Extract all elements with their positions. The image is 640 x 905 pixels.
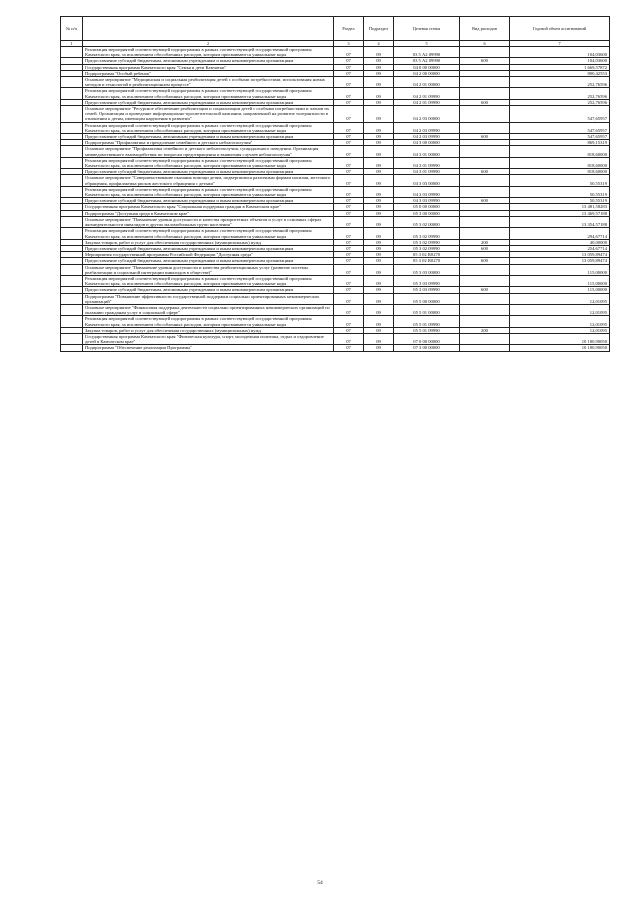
row-amount-cell: 13 059,89474	[510, 258, 610, 264]
row-target-cell: 04 2 03 00000	[394, 106, 460, 123]
row-amount-cell: 104,03600	[510, 47, 610, 58]
row-section-cell: 07	[334, 293, 364, 304]
row-amount-cell: 13 354,57188	[510, 216, 610, 227]
row-amount-cell: 547,65957	[510, 134, 610, 140]
row-amount-cell: 50,55319	[510, 198, 610, 204]
row-section-cell: 07	[334, 258, 364, 264]
row-target-cell: 04 3 03 09990	[394, 186, 460, 197]
row-section-cell: 07	[334, 77, 364, 88]
row-amount-cell: 10 180,90050	[510, 333, 610, 344]
row-name-cell: Реализация мероприятий соответствующей подпрограммы в рамках соответствующей государственной программы Камчатского края, за исключением обособленных расходов, которым присваиваются уникальные коды	[83, 275, 334, 286]
row-amount-cell: 50,55319	[510, 175, 610, 186]
row-section-cell: 07	[334, 228, 364, 239]
row-amount-cell: 1 669,57872	[510, 64, 610, 70]
row-amount-cell: 10 180,90050	[510, 345, 610, 351]
row-section-cell: 07	[334, 88, 364, 99]
row-name-cell: Государственная программа Камчатского края "Физическая культура, спорт, молодежная политика, отдых и оздоровление детей в Камчатском крае"	[83, 333, 334, 344]
table-row	[61, 88, 610, 99]
row-section-cell: 07	[334, 316, 364, 327]
row-section-cell: 07	[334, 264, 364, 275]
row-target-cell: 05 3 02 00000	[394, 216, 460, 227]
row-name-cell: Предоставление субсидий бюджетным, автономным учреждениям и иным некоммерческим организациям	[83, 99, 334, 105]
row-subsection-cell: 09	[364, 157, 394, 168]
row-subsection-cell: 09	[364, 134, 394, 140]
table-row	[61, 275, 610, 286]
row-exptype-cell	[460, 264, 510, 275]
row-exptype-cell	[460, 157, 510, 168]
col-number: 7	[510, 41, 610, 47]
row-name-cell: Подпрограмма "Особый ребенок"	[83, 70, 334, 76]
row-exptype-cell	[460, 88, 510, 99]
col-number: 6	[460, 41, 510, 47]
row-name-cell: Основное мероприятие "Повышение уровня доступности и качества приоритетных объектов и услуг в основных сферах жизнедеятельности инвалидов и других маломобильных групп населения"	[83, 216, 334, 227]
row-num-cell	[61, 106, 83, 123]
row-target-cell: 04 2 03 09990	[394, 122, 460, 133]
row-subsection-cell: 09	[364, 64, 394, 70]
col-header-section: Раздел	[334, 17, 364, 41]
row-section-cell: 07	[334, 169, 364, 175]
row-amount-cell: 252,76596	[510, 88, 610, 99]
row-section-cell: 07	[334, 204, 364, 210]
row-subsection-cell: 09	[364, 106, 394, 123]
row-subsection-cell: 09	[364, 186, 394, 197]
row-section-cell: 07	[334, 99, 364, 105]
col-header-name	[83, 17, 334, 41]
row-target-cell: 04 3 01 09990	[394, 169, 460, 175]
table-row	[61, 316, 610, 327]
row-amount-cell: 818,60000	[510, 169, 610, 175]
row-subsection-cell: 09	[364, 304, 394, 315]
row-name-cell: Основное мероприятие "Совершенствование оказания помощи детям, подвергшимся различным формам насилия, жестокого обращения, профилактика рисков жестокого обращения с детьми"	[83, 175, 334, 186]
row-target-cell: 07 0 00 00000	[394, 333, 460, 344]
row-amount-cell: 869,15319	[510, 140, 610, 146]
row-subsection-cell: 09	[364, 345, 394, 351]
row-subsection-cell: 09	[364, 140, 394, 146]
row-name-cell: Реализация мероприятий соответствующей подпрограммы в рамках соответствующей государственной программы Камчатского края, за исключением обособленных расходов, которым присваиваются уникальные коды	[83, 122, 334, 133]
row-section-cell: 07	[334, 58, 364, 64]
row-section-cell: 07	[334, 186, 364, 197]
row-amount-cell: 252,76596	[510, 99, 610, 105]
row-section-cell: 07	[334, 252, 364, 258]
row-amount-cell: 818,60000	[510, 157, 610, 168]
row-exptype-cell	[460, 316, 510, 327]
row-subsection-cell: 09	[364, 169, 394, 175]
row-exptype-cell	[460, 333, 510, 344]
row-name-cell: Мероприятия государственной программы Российской Федерации "Доступная среда"	[83, 252, 334, 258]
header-row	[61, 17, 610, 41]
row-amount-cell: 818,60000	[510, 146, 610, 157]
row-target-cell: 04 3 03 00000	[394, 175, 460, 186]
row-num-cell	[61, 175, 83, 186]
row-section-cell: 07	[334, 146, 364, 157]
row-num-cell	[61, 77, 83, 88]
row-num-cell	[61, 304, 83, 315]
row-target-cell: 05 0 00 00000	[394, 204, 460, 210]
row-amount-cell: 294,67714	[510, 228, 610, 239]
row-section-cell: 07	[334, 345, 364, 351]
row-amount-cell: 13 481,58283	[510, 204, 610, 210]
row-subsection-cell: 09	[364, 88, 394, 99]
row-amount-cell: 115,00000	[510, 275, 610, 286]
row-name-cell: Реализация мероприятий соответствующей подпрограммы в рамках соответствующей государственной программы Камчатского края, за исключением обособленных расходов, которым присваиваются уникальные коды	[83, 157, 334, 168]
row-exptype-cell	[460, 47, 510, 58]
row-name-cell: Подпрограмма "Повышение эффективности государственной поддержки социально ориентированных некоммерческих организаций"	[83, 293, 334, 304]
row-subsection-cell: 09	[364, 316, 394, 327]
row-name-cell: Предоставление субсидий бюджетным, автономным учреждениям и иным некоммерческим организациям	[83, 134, 334, 140]
row-exptype-cell	[460, 146, 510, 157]
row-exptype-cell: 600	[460, 258, 510, 264]
row-target-cell: 03 5 А2 09990	[394, 58, 460, 64]
row-target-cell: 04 0 00 00000	[394, 64, 460, 70]
table-row	[61, 146, 610, 157]
row-name-cell: Закупка товаров, работ и услуг для обеспечения государственных (муниципальных) нужд	[83, 239, 334, 245]
row-exptype-cell	[460, 106, 510, 123]
row-subsection-cell: 09	[364, 333, 394, 344]
row-exptype-cell	[460, 122, 510, 133]
row-num-cell	[61, 122, 83, 133]
row-exptype-cell	[460, 275, 510, 286]
table-row	[61, 175, 610, 186]
row-amount-cell: 115,00000	[510, 264, 610, 275]
row-amount-cell: 115,00000	[510, 287, 610, 293]
row-target-cell: 05 3 03 09990	[394, 275, 460, 286]
table-row	[61, 106, 610, 123]
row-num-cell	[61, 316, 83, 327]
row-target-cell: 04 3 03 09990	[394, 198, 460, 204]
row-name-cell: Основное мероприятие "Профилактика семейного и детского неблагополучия, суицидального поведения. Организация межведомственного взаимодействия по вопросам предотвращения и выявления случаев неблагополучия"	[83, 146, 334, 157]
row-target-cell: 04 2 03 09990	[394, 134, 460, 140]
row-num-cell	[61, 345, 83, 351]
col-number: 1	[61, 41, 83, 47]
row-name-cell: Государственная программа Камчатского края "Семья и дети Камчатки"	[83, 64, 334, 70]
row-exptype-cell: 600	[460, 287, 510, 293]
row-subsection-cell: 09	[364, 245, 394, 251]
row-subsection-cell: 09	[364, 239, 394, 245]
row-subsection-cell: 09	[364, 287, 394, 293]
row-amount-cell: 50,55319	[510, 186, 610, 197]
row-exptype-cell	[460, 77, 510, 88]
row-target-cell: 04 3 00 00000	[394, 140, 460, 146]
row-target-cell: 03 5 А2 09990	[394, 47, 460, 58]
row-subsection-cell: 09	[364, 204, 394, 210]
row-subsection-cell: 09	[364, 70, 394, 76]
row-section-cell: 07	[334, 106, 364, 123]
row-subsection-cell: 09	[364, 99, 394, 105]
row-exptype-cell: 600	[460, 99, 510, 105]
row-name-cell: Подпрограмма "Профилактика и преодоление семейного и детского неблагополучия"	[83, 140, 334, 146]
table-row	[61, 264, 610, 275]
table-row	[61, 47, 610, 58]
row-subsection-cell: 09	[364, 264, 394, 275]
row-section-cell: 07	[334, 122, 364, 133]
row-amount-cell: 40,00000	[510, 239, 610, 245]
row-exptype-cell: 600	[460, 198, 510, 204]
row-amount-cell: 13 059,89474	[510, 252, 610, 258]
row-name-cell: Реализация мероприятий соответствующей подпрограммы в рамках соответствующей государственной программы Камчатского края, за исключением обособленных расходов, которым присваиваются уникальные коды	[83, 228, 334, 239]
row-target-cell: 05 3 02 09990	[394, 228, 460, 239]
col-header-subsection: Подраздел	[364, 17, 394, 41]
row-name-cell: Основное мероприятие "Повышение уровня доступности и качества реабилитационных услуг (развитие системы реабилитации и социальной интеграции инвалидов в обществе)"	[83, 264, 334, 275]
row-exptype-cell	[460, 186, 510, 197]
row-section-cell: 07	[334, 134, 364, 140]
row-subsection-cell: 09	[364, 175, 394, 186]
row-target-cell: 05 3 03 09990	[394, 287, 460, 293]
row-name-cell: Предоставление субсидий бюджетным, автономным учреждениям и иным некоммерческим организациям	[83, 198, 334, 204]
table-row	[61, 122, 610, 133]
row-num-cell	[61, 216, 83, 227]
row-name-cell: Предоставление субсидий бюджетным, автономным учреждениям и иным некоммерческим организациям	[83, 169, 334, 175]
row-subsection-cell: 09	[364, 198, 394, 204]
col-header-amount: Годовой объем ассигнований	[510, 17, 610, 41]
row-exptype-cell: 200	[460, 327, 510, 333]
row-subsection-cell: 09	[364, 146, 394, 157]
col-number: 3	[334, 41, 364, 47]
row-exptype-cell	[460, 345, 510, 351]
row-section-cell: 07	[334, 327, 364, 333]
row-name-cell: Подпрограмма "Доступная среда в Камчатском крае"	[83, 210, 334, 216]
table-body	[61, 47, 610, 352]
row-exptype-cell	[460, 175, 510, 186]
table-row	[61, 304, 610, 315]
row-exptype-cell	[460, 304, 510, 315]
row-num-cell	[61, 228, 83, 239]
row-num-cell	[61, 47, 83, 58]
table-row	[61, 77, 610, 88]
row-section-cell: 07	[334, 333, 364, 344]
row-name-cell: Основное мероприятие "Финансовая поддержка деятельности социально ориентированных некоммерческих организаций по оказанию гражданам услуг в социальной сфере"	[83, 304, 334, 315]
row-amount-cell: 547,65957	[510, 106, 610, 123]
table-row	[61, 186, 610, 197]
row-target-cell: 04 2 01 00000	[394, 77, 460, 88]
page-number: 54	[317, 880, 323, 886]
row-num-cell	[61, 146, 83, 157]
row-target-cell: 05 5 01 09990	[394, 327, 460, 333]
table-row	[61, 345, 610, 351]
col-number: 4	[364, 41, 394, 47]
row-exptype-cell	[460, 293, 510, 304]
row-target-cell: 04 2 01 09990	[394, 99, 460, 105]
row-section-cell: 07	[334, 216, 364, 227]
row-target-cell: 04 2 00 00000	[394, 70, 460, 76]
row-section-cell: 07	[334, 275, 364, 286]
row-section-cell: 07	[334, 47, 364, 58]
row-amount-cell: 12,01095	[510, 316, 610, 327]
row-num-cell	[61, 88, 83, 99]
table-row	[61, 216, 610, 227]
col-number: 5	[394, 41, 460, 47]
row-target-cell: 04 3 01 09990	[394, 157, 460, 168]
row-exptype-cell: 600	[460, 245, 510, 251]
row-name-cell: Закупка товаров, работ и услуг для обеспечения государственных (муниципальных) нужд	[83, 327, 334, 333]
row-section-cell: 07	[334, 210, 364, 216]
row-subsection-cell: 09	[364, 122, 394, 133]
row-section-cell: 07	[334, 245, 364, 251]
row-section-cell: 07	[334, 70, 364, 76]
row-name-cell: Подпрограмма "Обеспечение реализации Программы"	[83, 345, 334, 351]
col-header-exptype: Вид расходов	[460, 17, 510, 41]
table-row	[61, 333, 610, 344]
row-subsection-cell: 09	[364, 58, 394, 64]
row-exptype-cell: 600	[460, 58, 510, 64]
col-header-num: № п/п	[61, 17, 83, 41]
row-name-cell: Реализация мероприятий соответствующей подпрограммы в рамках соответствующей государственной программы Камчатского края, за исключением обособленных расходов, которым присваиваются уникальные коды	[83, 47, 334, 58]
row-section-cell: 07	[334, 287, 364, 293]
row-amount-cell: 12,01095	[510, 293, 610, 304]
row-num-cell	[61, 264, 83, 275]
row-subsection-cell: 09	[364, 216, 394, 227]
row-target-cell: 05 5 01 09990	[394, 316, 460, 327]
col-number: 2	[83, 41, 334, 47]
col-header-target: Целевая статья	[394, 17, 460, 41]
row-target-cell: 07 3 00 00000	[394, 345, 460, 351]
row-target-cell: 05 3 02 09990	[394, 245, 460, 251]
row-num-cell	[61, 186, 83, 197]
row-name-cell: Государственная программа Камчатского края "Социальная поддержка граждан в Камчатском крае"	[83, 204, 334, 210]
row-section-cell: 07	[334, 239, 364, 245]
row-name-cell: Предоставление субсидий бюджетным, автономным учреждениям и иным некоммерческим организациям	[83, 245, 334, 251]
row-num-cell	[61, 157, 83, 168]
table-row	[61, 293, 610, 304]
row-target-cell: 05 3 02 R0270	[394, 252, 460, 258]
row-exptype-cell	[460, 228, 510, 239]
row-subsection-cell: 09	[364, 327, 394, 333]
row-name-cell: Предоставление субсидий бюджетным, автономным учреждениям и иным некоммерческим организациям	[83, 287, 334, 293]
row-subsection-cell: 09	[364, 228, 394, 239]
row-target-cell: 05 3 03 00000	[394, 264, 460, 275]
row-target-cell: 05 3 00 00000	[394, 210, 460, 216]
row-section-cell: 07	[334, 64, 364, 70]
row-amount-cell: 104,03600	[510, 58, 610, 64]
row-section-cell: 07	[334, 304, 364, 315]
row-section-cell: 07	[334, 198, 364, 204]
table-row	[61, 157, 610, 168]
row-target-cell: 05 3 02 09990	[394, 239, 460, 245]
row-section-cell: 07	[334, 157, 364, 168]
row-exptype-cell	[460, 216, 510, 227]
row-target-cell: 04 3 01 00000	[394, 146, 460, 157]
row-target-cell: 05 5 00 00000	[394, 293, 460, 304]
row-section-cell: 07	[334, 140, 364, 146]
row-name-cell: Реализация мероприятий соответствующей подпрограммы в рамках соответствующей государственной программы Камчатского края, за исключением обособленных расходов, которым присваиваются уникальные коды	[83, 186, 334, 197]
row-name-cell: Реализация мероприятий соответствующей подпрограммы в рамках соответствующей государственной программы Камчатского края, за исключением обособленных расходов, которым присваиваются уникальные коды	[83, 316, 334, 327]
row-subsection-cell: 09	[364, 293, 394, 304]
row-target-cell: 05 5 01 00000	[394, 304, 460, 315]
row-name-cell: Предоставление субсидий бюджетным, автономным учреждениям и иным некоммерческим организациям	[83, 258, 334, 264]
row-amount-cell: 800,42553	[510, 70, 610, 76]
row-amount-cell: 254,67714	[510, 245, 610, 251]
row-amount-cell: 13 469,57188	[510, 210, 610, 216]
table-row	[61, 228, 610, 239]
row-name-cell: Предоставление субсидий бюджетным, автономным учреждениям и иным некоммерческим организациям	[83, 58, 334, 64]
row-exptype-cell: 600	[460, 169, 510, 175]
row-amount-cell: 12,01095	[510, 304, 610, 315]
row-subsection-cell: 09	[364, 258, 394, 264]
row-target-cell: 05 3 02 R0270	[394, 258, 460, 264]
row-num-cell	[61, 275, 83, 286]
row-amount-cell: 252,76596	[510, 77, 610, 88]
row-target-cell: 04 2 01 09990	[394, 88, 460, 99]
row-num-cell	[61, 333, 83, 344]
row-subsection-cell: 09	[364, 275, 394, 286]
row-amount-cell: 12,01095	[510, 327, 610, 333]
row-section-cell: 07	[334, 175, 364, 186]
row-name-cell: Основное мероприятие "Медицинская и социальная реабилитация детей с особыми потребностями, использования новых методов и технологий в реабилитационном процессе"	[83, 77, 334, 88]
row-name-cell: Реализация мероприятий соответствующей подпрограммы в рамках соответствующей государственной программы Камчатского края, за исключением обособленных расходов, которым присваиваются уникальные коды	[83, 88, 334, 99]
row-subsection-cell: 09	[364, 252, 394, 258]
budget-table	[60, 16, 610, 352]
row-subsection-cell: 09	[364, 210, 394, 216]
row-amount-cell: 547,65957	[510, 122, 610, 133]
row-num-cell	[61, 293, 83, 304]
row-exptype-cell: 200	[460, 239, 510, 245]
row-name-cell: Основное мероприятие "Ресурсное обеспечение реабилитации и социализации детей с особыми потребностями и членов их семей. Организация и проведение информационно-просветительской кампании, направленной на развитие толерантности в отношении к детям, имеющим нарушения в развитии"	[83, 106, 334, 123]
row-subsection-cell: 09	[364, 77, 394, 88]
row-subsection-cell: 09	[364, 47, 394, 58]
row-exptype-cell: 600	[460, 134, 510, 140]
